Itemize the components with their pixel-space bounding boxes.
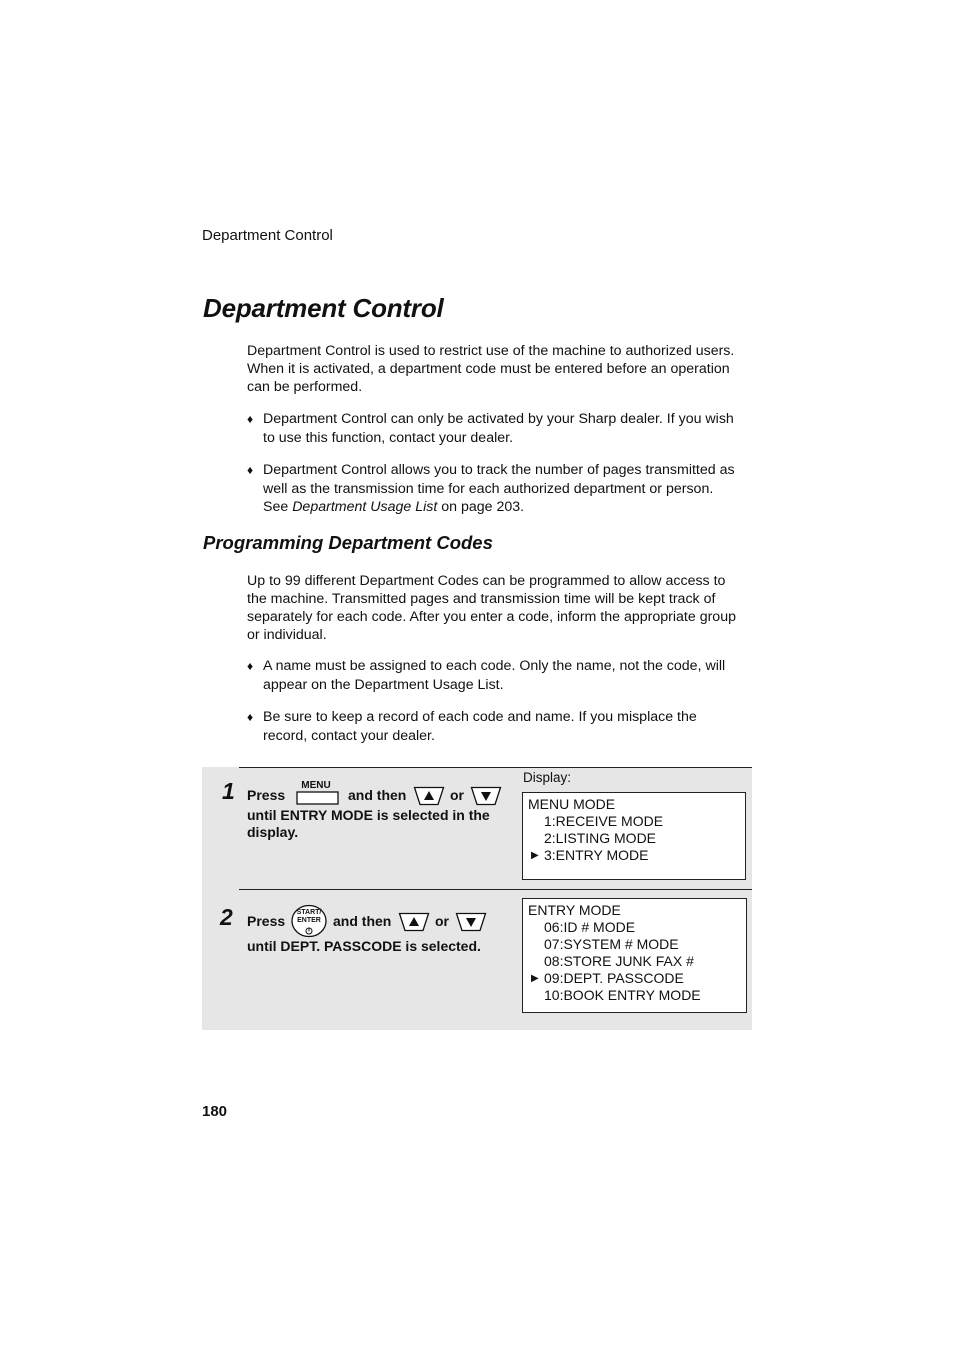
selector-arrow-icon: ▶ [531, 850, 539, 861]
display-item-text: 08:STORE JUNK FAX # [544, 953, 694, 969]
display-item-text: 1:RECEIVE MODE [544, 813, 664, 829]
bullet-diamond-icon: ♦ [247, 463, 254, 477]
display-item-text: 09:DEPT. PASSCODE [544, 970, 684, 986]
start-key-label: START/ [296, 909, 322, 916]
display-item [528, 953, 746, 970]
usage-list-reference: Department Usage List [292, 499, 438, 515]
selector-arrow-icon: ▶ [531, 973, 539, 984]
display-item [528, 936, 746, 953]
display-item-text: 06:ID # MODE [544, 919, 636, 935]
step-2-instruction: until DEPT. PASSCODE is selected. [247, 938, 481, 954]
intro-bullet-1 [247, 410, 742, 447]
bullet-diamond-icon: ♦ [247, 412, 254, 426]
display-item [528, 919, 746, 936]
bullet-text-part: Department Control allows you to track the number of pages transmitted as well as the transmission time for each authorized department or person. See [263, 462, 735, 515]
step-1-and-then: and then [348, 787, 407, 803]
step-1-instruction: until ENTRY MODE is selected in the display. [247, 807, 490, 840]
bullet-text: Be sure to keep a record of each code and name. If you misplace the record, contact your dealer. [263, 709, 697, 744]
start-enter-key-icon [291, 904, 329, 938]
enter-key-label: ENTER [297, 917, 321, 924]
intro-paragraph: Department Control is used to restrict use of the machine to authorized users. When it is activated, a department code must be entered before an operation can be performed. [247, 343, 735, 395]
bullet-text-part: on page 203. [437, 499, 525, 515]
section-heading: Programming Department Codes [203, 532, 493, 553]
bullet-diamond-icon: ♦ [247, 659, 254, 673]
display-title: MENU MODE [528, 796, 616, 812]
running-header: Department Control [202, 227, 333, 244]
display-item [528, 830, 745, 847]
step-divider-top [239, 767, 752, 768]
programming-bullet-1 [247, 657, 742, 694]
up-arrow-key-icon [413, 786, 445, 806]
menu-key-icon [296, 780, 340, 806]
programming-bullet-2 [247, 708, 742, 745]
display-item-text: 3:ENTRY MODE [544, 847, 649, 863]
step-2-or: or [435, 913, 449, 929]
display-item-selected [528, 847, 745, 864]
programming-paragraph: Up to 99 different Department Codes can be programmed to allow access to the machine. Transmitted pages and transmission time will be kept track of separately for each code. After you enter a code, inform the appropriate group or individual. [247, 573, 736, 643]
page-title: Department Control [203, 293, 444, 323]
bullet-diamond-icon: ♦ [247, 710, 254, 724]
down-arrow-key-icon [470, 786, 502, 806]
step-divider-middle [239, 889, 752, 890]
display-item-text: 07:SYSTEM # MODE [544, 936, 679, 952]
display-item-text: 2:LISTING MODE [544, 830, 657, 846]
page-number: 180 [202, 1103, 228, 1120]
bullet-text: A name must be assigned to each code. Only the name, not the code, will appear on the Department Usage List. [263, 658, 726, 693]
down-arrow-key-icon [455, 912, 487, 932]
menu-key-label: MENU [301, 780, 331, 791]
display-item-text: 10:BOOK ENTRY MODE [544, 987, 701, 1003]
step-1-press-label: Press [247, 787, 286, 803]
display-title: ENTRY MODE [528, 902, 621, 918]
step-2-and-then: and then [333, 913, 392, 929]
step-2-press-label: Press [247, 913, 286, 929]
step-1-number: 1 [222, 778, 235, 804]
intro-bullet-2 [247, 461, 742, 517]
bullet-text [263, 461, 742, 517]
bullet-text: Department Control can only be activated by your Sharp dealer. If you wish to use this function, contact your dealer. [263, 411, 734, 446]
display-label: Display: [523, 770, 572, 785]
display-item [528, 813, 745, 830]
step-2-display [522, 898, 747, 1013]
step-1-or: or [450, 787, 464, 803]
step-2-number: 2 [220, 904, 233, 930]
display-item-selected [528, 970, 746, 987]
up-arrow-key-icon [398, 912, 430, 932]
step-1-display [522, 792, 746, 880]
display-item [528, 987, 746, 1004]
